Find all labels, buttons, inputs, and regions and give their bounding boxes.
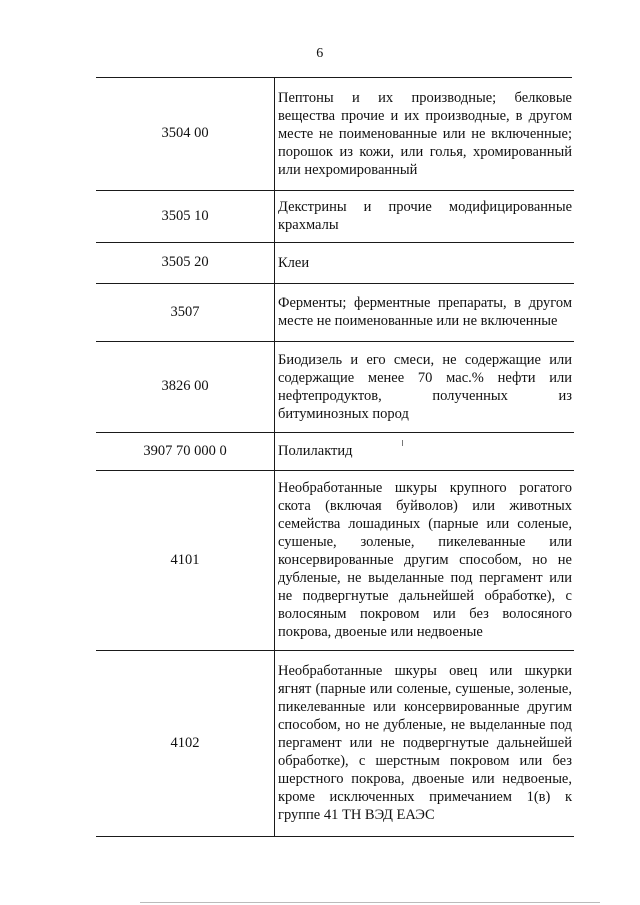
table-row-code	[96, 341, 274, 432]
table-row-description	[278, 242, 572, 283]
hs-code: 3826 00	[161, 378, 209, 394]
goods-description: Клеи	[278, 254, 310, 271]
hs-code: 4102	[170, 734, 200, 751]
hs-code: 3505 10	[161, 207, 209, 224]
goods-description: Пептоны и их производные; белковые вещества прочие и их производные, в другом месте не поименованные или не включенные; порошок из кожи, или голья, хромированный или нехромированный	[278, 89, 572, 178]
goods-description: Полилактид	[278, 443, 353, 459]
table-row-description	[278, 470, 572, 650]
hs-code: 3507	[170, 303, 200, 320]
table-row-description	[278, 341, 572, 432]
table-row-description	[278, 190, 572, 242]
table-row-description	[278, 432, 572, 470]
page-number: 6	[316, 46, 324, 61]
table-row-code	[96, 432, 274, 470]
goods-description: Биодизель и его смеси, не содержащие или содержащие менее 70 мас.% нефти или нефтепродуктов, полученных из битуминозных пород	[278, 351, 572, 422]
goods-description: Декстрины и прочие модифицированные крахмалы	[278, 199, 572, 233]
table-row-code	[96, 242, 274, 283]
table-row-code	[96, 470, 274, 650]
column-divider	[274, 77, 275, 836]
table-row-code	[96, 650, 274, 836]
hs-code: 3907 70 000 0	[143, 442, 227, 459]
table-bottom-border	[96, 836, 574, 837]
table-row-description	[278, 283, 572, 341]
goods-description: Ферменты; ферментные препараты, в другом месте не поименованные или не включенные	[278, 295, 572, 329]
hs-code: 4101	[170, 551, 200, 568]
hs-code: 3505 20	[161, 254, 209, 270]
goods-description: Необработанные шкуры крупного рогатого скота (включая буйволов) или животных семейства лошадиных (парные или соленые, сушеные, золеные, пикелеванные или консервированные другим способом, но не дубленые, не выделанные под пергамент или не подвергнутые дальнейшей обработке), с волосяным покровом или без волосяного покрова, двоеные или недвоеные	[278, 480, 572, 640]
scan-bottom-edge	[140, 902, 600, 903]
goods-description: Необработанные шкуры овец или шкурки ягнят (парные или соленые, сушеные, золеные, пикелеванные или консервированные другим способом, но не дубленые, не выделанные под пергамент или не подвергнутые дальнейшей обработке), с шерстным покровом или без шерстного покрова, двоеные или недвоеные, кроме исключенных примечанием 1(в) к группе 41 ТН ВЭД ЕАЭС	[278, 663, 572, 823]
table-row-description	[278, 77, 572, 190]
table-row-description	[278, 650, 572, 836]
table-row-code	[96, 190, 274, 242]
table-row-code	[96, 283, 274, 341]
hs-code: 3504 00	[161, 125, 209, 141]
table-row-code	[96, 77, 274, 190]
